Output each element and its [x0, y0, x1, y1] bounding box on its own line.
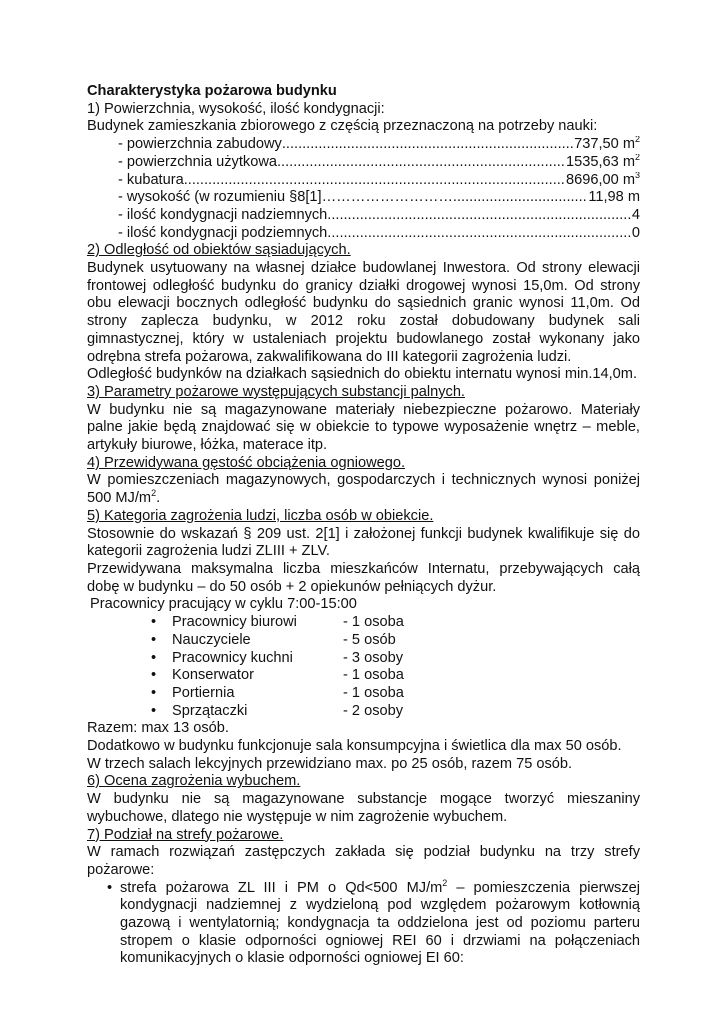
parameter-label: - wysokość (w rozumieniu §8[1]……………………….. — [118, 189, 462, 206]
staff-list — [87, 614, 640, 720]
staff-count: - 1 osoba — [343, 684, 404, 701]
section-4-tail: . — [156, 490, 161, 507]
section-1-intro: Budynek zamieszkania zbiorowego z częścią przeznaczoną na potrzeby nauki: — [87, 118, 598, 135]
section-7-heading: 7) Podział na strefy pożarowe. — [87, 826, 284, 843]
list-item — [151, 614, 640, 632]
unit-exponent: 2 — [151, 488, 157, 499]
staff-role: Nauczyciele — [172, 631, 251, 648]
staff-count: - 2 osoby — [343, 702, 404, 719]
section-4-heading: 4) Przewidywana gęstość obciążenia ogniowego. — [87, 454, 406, 471]
section-5-paragraph-2: Przewidywana maksymalna liczba mieszkańców Internatu, przebywających całą dobę w budynku – do 50 osób + 2 opiekunów pełniących dyżur. — [87, 560, 640, 595]
staff-count: - 5 osób — [343, 631, 396, 648]
parameter-row — [118, 172, 640, 190]
parameter-label: - ilość kondygnacji podziemnych — [118, 224, 328, 241]
bullet-icon: • — [151, 702, 157, 719]
list-item — [151, 703, 640, 721]
bullet-icon: • — [151, 649, 157, 666]
section-7-paragraph: W ramach rozwiązań zastępczych zakłada się podział budynku na trzy strefy pożarowe: — [87, 844, 640, 878]
parameter-label: - ilość kondygnacji nadziemnych — [118, 206, 328, 223]
staff-total: Razem: max 13 osób. — [87, 720, 229, 737]
list-item — [151, 685, 640, 703]
fire-zone-text-a: strefa pożarowa ZL III i PM o Qd<500 MJ/m — [120, 879, 443, 896]
bullet-icon: • — [151, 631, 157, 648]
section-2-distance: Odległość budynków na działkach sąsiednich do obiektu internatu wynosi min.14,0m. — [87, 366, 638, 383]
parameter-unit-exponent: 3 — [634, 171, 640, 180]
section-6-paragraph: W budynku nie są magazynowane substancje mogące tworzyć mieszaniny wybuchowe, dlatego nie występuje w nim zagrożenie wybuchem. — [87, 791, 640, 825]
staff-role: Pracownicy kuchni — [172, 649, 293, 666]
section-4-text: W pomieszczeniach magazynowych, gospodarczych i technicznych wynosi poniżej 500 MJ/m — [87, 472, 640, 507]
bullet-icon: • — [151, 614, 157, 631]
parameter-row — [118, 189, 640, 207]
parameters-list — [87, 136, 640, 242]
section-5-heading: 5) Kategoria zagrożenia ludzi, liczba osób w obiekcie. — [87, 507, 434, 524]
staff-count: - 1 osoba — [343, 614, 404, 631]
parameter-row — [118, 225, 640, 243]
section-5-paragraph-1: Stosownie do wskazań § 209 ust. 2[1] i założonej funkcji budynek kwalifikuje się do kategorii zagrożenia ludzi ZLIII + ZLV. — [87, 525, 640, 560]
unit-exponent: 2 — [442, 877, 448, 888]
fire-zone-text-b: – pomieszczenia pierwszej kondygnacji nadziemnej z wydzieloną pod względem pożarowym kotłownią gazową i wentylatornią; kondygnacja ta oddzielona jest od poziomu parteru stropem o klasie odporności ogniowej REI 60 i drzwiami na połączeniach komunikacyjnych o klasie odporności ogniowej EI 60: — [120, 879, 640, 967]
list-item — [151, 650, 640, 668]
parameter-value: 737,50 m — [574, 136, 635, 153]
parameter-value: 11,98 m — [588, 189, 640, 206]
section-3-paragraph: W budynku nie są magazynowane materiały niebezpieczne pożarowo. Materiały palne jakie będą znajdować się w obiekcie to typowe wyposażenie wnętrz – meble, artykuły biurowe, łóżka, materace itp. — [87, 401, 640, 454]
section-5-extra-1: Dodatkowo w budynku funkcjonuje sala konsumpcyjna i świetlica dla max 50 osób. — [87, 738, 622, 755]
parameter-label: - powierzchnia użytkowa — [118, 153, 277, 170]
staff-role: Konserwator — [172, 667, 254, 684]
document-page — [87, 83, 640, 968]
parameter-value: 8696,00 m — [566, 171, 635, 188]
parameter-unit-exponent: 2 — [634, 136, 640, 145]
bullet-icon: • — [151, 684, 157, 701]
parameter-value: 1535,63 m — [566, 153, 635, 170]
staff-role: Sprzątaczki — [172, 702, 248, 719]
section-1-heading: 1) Powierzchnia, wysokość, ilość kondygnacji: — [87, 100, 385, 117]
parameter-row — [118, 154, 640, 172]
fire-zone-item — [87, 877, 640, 969]
section-5-extra-2: W trzech salach lekcyjnych przewidziano max. po 25 osób, razem 75 osób. — [87, 755, 573, 772]
bullet-icon: • — [151, 667, 157, 684]
parameter-row — [118, 136, 640, 154]
staff-count: - 3 osoby — [343, 649, 404, 666]
section-2-heading: 2) Odległość od obiektów sąsiadujących. — [87, 242, 351, 259]
section-2-paragraph: Budynek usytuowany na własnej działce budowlanej Inwestora. Od strony elewacji frontowej odległość budynku do granicy działki drogowej wynosi 15,0m. Od strony obu elewacji bocznych odległość budynku do sąsiednich granic wynosi 11,0m. Od strony zaplecza budynku, w 2012 roku został dobudowany budynek sali gimnastycznej, który w ustaleniach projektu budowlanego został wykonany jako odrębna strefa pożarowa, zakwalifikowana do III kategorii zagrożenia ludzi. — [87, 260, 640, 365]
section-6-heading: 6) Ocena zagrożenia wybuchem. — [87, 773, 301, 790]
list-item — [151, 632, 640, 650]
fire-zone-text — [120, 877, 640, 969]
parameter-label: - powierzchnia zabudowy — [118, 136, 282, 153]
parameter-value: 0 — [631, 224, 640, 241]
staff-role: Pracownicy biurowi — [172, 614, 297, 631]
staff-intro: Pracownicy pracujący w cyklu 7:00-15:00 — [90, 596, 357, 613]
document-title: Charakterystyka pożarowa budynku — [87, 83, 337, 99]
list-item — [151, 667, 640, 685]
parameter-label: - kubatura — [118, 171, 184, 188]
staff-role: Portiernia — [172, 684, 235, 701]
section-4-paragraph — [87, 472, 640, 507]
section-3-heading: 3) Parametry pożarowe występujących substancji palnych. — [87, 383, 465, 400]
parameter-row — [118, 207, 640, 225]
bullet-icon: • — [107, 879, 113, 896]
parameter-value: 4 — [631, 206, 640, 223]
parameter-unit-exponent: 2 — [634, 153, 640, 162]
staff-count: - 1 osoba — [343, 667, 404, 684]
